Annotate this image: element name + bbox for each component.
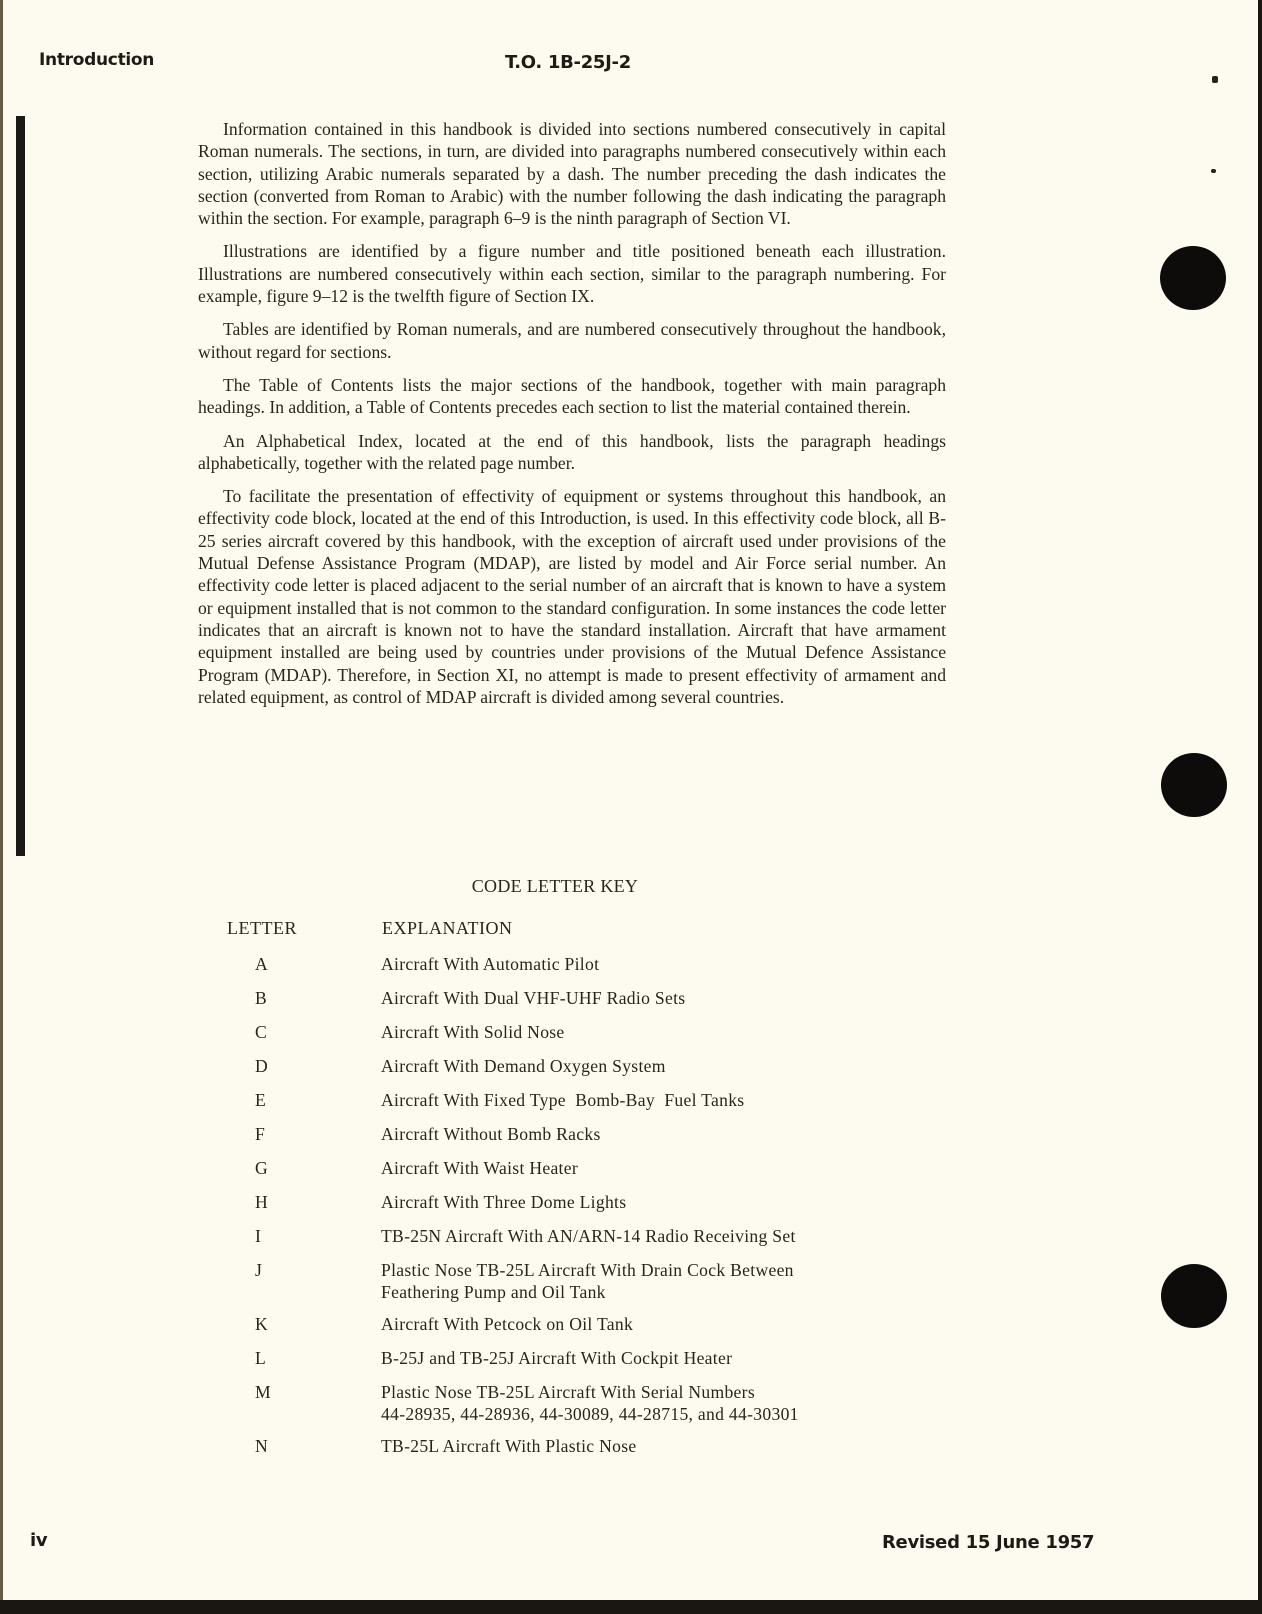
code-explanation: Aircraft With Demand Oxygen System — [381, 1056, 666, 1076]
code-key-title: CODE LETTER KEY — [471, 876, 639, 896]
code-letter: L — [255, 1348, 266, 1368]
code-explanation: Aircraft With Petcock on Oil Tank — [381, 1314, 634, 1334]
introduction-body — [198, 118, 946, 719]
column-header-letter: LETTER — [227, 918, 297, 938]
change-bar — [16, 116, 25, 856]
code-explanation: Plastic Nose TB-25L Aircraft With Drain Cock Between — [381, 1260, 794, 1280]
code-letter: E — [255, 1090, 266, 1110]
code-key-row — [0, 1191, 1000, 1225]
code-key-row — [0, 987, 1000, 1021]
code-explanation-continued: 44-28935, 44-28936, 44-30089, 44-28715, and 44-30301 — [381, 1404, 799, 1424]
code-key-row — [0, 1021, 1000, 1055]
code-explanation: Aircraft With Solid Nose — [381, 1022, 565, 1042]
code-letter: A — [255, 954, 268, 974]
document-number: T.O. 1B-25J-2 — [505, 52, 631, 73]
code-explanation: Aircraft Without Bomb Racks — [381, 1124, 601, 1144]
speck-mark — [1212, 76, 1218, 83]
code-key-row — [0, 1225, 1000, 1259]
code-letter: G — [255, 1158, 268, 1178]
code-letter: C — [255, 1022, 267, 1042]
paragraph-effectivity: To facilitate the presentation of effectivity of equipment or systems throughout this handbook, an effectivity code block, located at the end of this Introduction, is used. In this effectivity code block, all B-25 series aircraft covered by this handbook, with the exception of aircraft used under provisions of the Mutual Defense Assistance Program (MDAP), are listed by model and Air Force serial number. An effectivity code letter is placed adjacent to the serial number of an aircraft that is known to have a system or equipment installed that is not common to the standard configuration. In some instances the code letter indicates that an aircraft is known not to have the standard installation. Aircraft that have armament equipment installed are being used by countries under provisions of the Mutual Defence Assistance Program (MDAP). Therefore, in Section XI, no attempt is made to present effectivity of armament and related equipment, as control of MDAP aircraft is divided among several countries. — [198, 486, 946, 707]
code-key-row — [0, 1435, 1000, 1469]
binder-hole-top — [1160, 246, 1226, 310]
code-key-row — [0, 953, 1000, 987]
code-explanation: Aircraft With Waist Heater — [381, 1158, 579, 1178]
code-key-row — [0, 1347, 1000, 1381]
paragraph-table-of-contents: The Table of Contents lists the major sections of the handbook, together with main paragraph headings. In addition, a Table of Contents precedes each section to list the material contained therein. — [198, 374, 946, 418]
code-explanation: Aircraft With Dual VHF-UHF Radio Sets — [381, 988, 686, 1008]
code-explanation-continued: Feathering Pump and Oil Tank — [381, 1282, 606, 1302]
code-key-row — [0, 1055, 1000, 1089]
code-explanation: Aircraft With Fixed Type Bomb-Bay Fuel Tanks — [381, 1090, 745, 1110]
code-key-row — [0, 1123, 1000, 1157]
code-explanation: TB-25L Aircraft With Plastic Nose — [381, 1436, 637, 1456]
paragraph-sections: Information contained in this handbook is divided into sections numbered consecutively in capital Roman numerals. The sections, in turn, are divided into paragraphs numbered consecutively within each section, utilizing Arabic numerals separated by a dash. The number preceding the dash indicates the section (converted from Roman to Arabic) with the number following the dash indicating the paragraph within the section. For example, paragraph 6–9 is the ninth paragraph of Section VI. — [198, 119, 946, 229]
column-header-explanation: EXPLANATION — [382, 918, 513, 938]
speck-mark — [1211, 169, 1216, 173]
code-letter: K — [255, 1314, 268, 1334]
code-explanation: TB-25N Aircraft With AN/ARN-14 Radio Receiving Set — [381, 1226, 796, 1246]
paragraph-tables: Tables are identified by Roman numerals, and are numbered consecutively throughout the handbook, without regard for sections. — [198, 319, 946, 362]
code-explanation: Aircraft With Automatic Pilot — [381, 954, 600, 974]
code-letter: D — [255, 1056, 268, 1076]
revision-date: Revised 15 June 1957 — [882, 1532, 1095, 1553]
code-key-table — [0, 953, 1000, 1469]
code-letter: I — [255, 1226, 261, 1246]
code-letter: H — [255, 1192, 268, 1212]
binder-hole-middle — [1161, 753, 1227, 817]
code-explanation: B-25J and TB-25J Aircraft With Cockpit Heater — [381, 1348, 733, 1368]
binder-hole-bottom — [1161, 1264, 1227, 1328]
code-explanation: Aircraft With Three Dome Lights — [381, 1192, 627, 1212]
code-letter: M — [255, 1382, 271, 1402]
code-key-row — [0, 1313, 1000, 1347]
code-key-row — [0, 1157, 1000, 1191]
code-key-row — [0, 1381, 1000, 1435]
code-letter: N — [255, 1436, 268, 1456]
code-letter: B — [255, 988, 267, 1008]
section-header: Introduction — [39, 50, 155, 70]
code-letter: J — [255, 1260, 262, 1280]
paragraph-illustrations: Illustrations are identified by a figure number and title positioned beneath each illustration. Illustrations are numbered consecutively within each section, similar to the paragraph numbering. For example, figure 9–12 is the twelfth figure of Section IX. — [198, 241, 946, 307]
page-number: iv — [30, 1530, 48, 1551]
code-key-row — [0, 1089, 1000, 1123]
paragraph-index: An Alphabetical Index, located at the end of this handbook, lists the paragraph headings alphabetically, together with the related page number. — [198, 430, 946, 473]
code-explanation: Plastic Nose TB-25L Aircraft With Serial Numbers — [381, 1382, 755, 1402]
code-key-row — [0, 1259, 1000, 1313]
code-letter: F — [255, 1124, 265, 1144]
